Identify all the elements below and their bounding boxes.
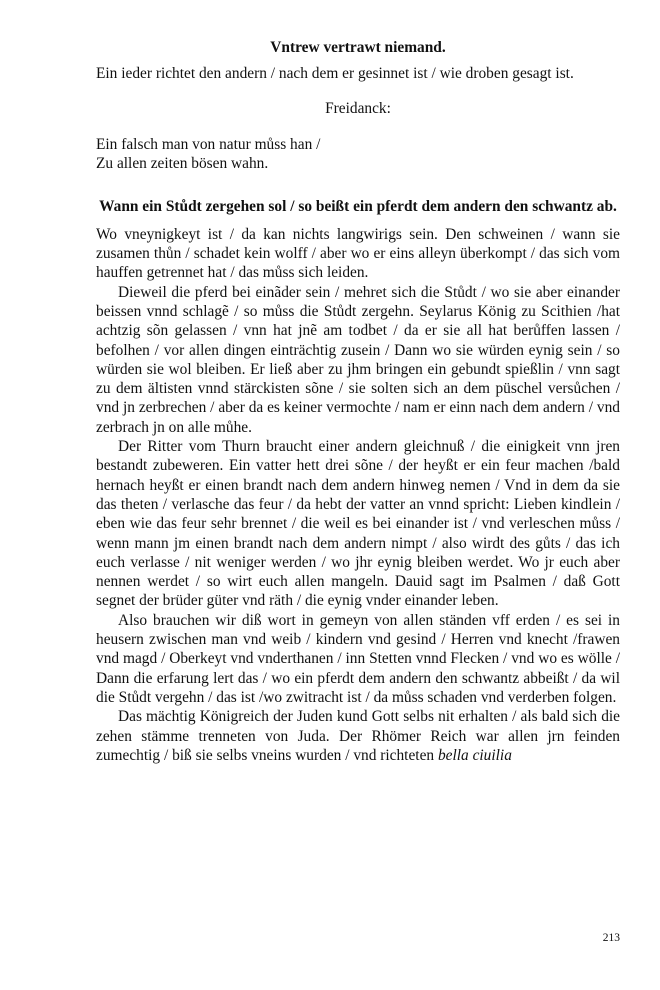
paragraph-1: Wo vneynigkeyt ist / da kan nichts langwirigs sein. Den schweinen / wann sie zusamen thůn / schadet kein wolff / aber wo er eins alleyn überkompt / das sich vom hauffen getrennet hat / das můss sich leiden. — [96, 225, 620, 282]
paragraph-5-italic: bella ciuilia — [437, 746, 512, 764]
page-number: 213 — [602, 932, 620, 944]
verse-block — [96, 135, 620, 174]
section-heading-untrew: Vntrew vertrawt niemand. — [270, 39, 446, 56]
paragraph-5-text: Das mächtig Königreich der Juden kund Gott selbs nit erhalten / als bald sich die zehen stämme trenneten von Juda. Der Rhömer Reich war allen jrn feinden zumechtig / biß sie selbs vneins wurden / vnd richteten — [96, 708, 620, 764]
text-block — [96, 38, 620, 765]
verse-line-1: Ein falsch man von natur můss han / — [96, 135, 321, 153]
attribution-freidanck: Freidanck: — [325, 99, 391, 117]
paragraph-3: Der Ritter vom Thurn braucht einer andern gleichnuß / die einigkeit vnn jren bestandt zubeweren. Ein vatter hett drei sõne / der heyßt er ein feur machen /bald hernach heyßt er einen brandt nach dem andern hinweg nemen / Vnd in dem da sie das theten / verlasche das feur / da hebt der vatter an vnnd spricht: Lieben kindlein / eben wie das feur sehr brennet / die weil es bei einander ist / vnd verleschen můss / wenn mann jm einen brandt nach dem andern nimpt / also wirdt des gůts / das ich euch verlasse / nit weniger werden / wo jhr eynig bleiben werdet. Wo jr euch aber nennen werdet / so wirt euch allen mangeln. Dauid sagt im Psalmen / daß Gott segnet der brüder güter vnd räth / die eynig vnder einander leben. — [96, 438, 620, 610]
paragraph-intro: Ein ieder richtet den andern / nach dem er gesinnet ist / wie droben gesagt ist. — [96, 65, 574, 83]
verse-line-2: Zu allen zeiten bösen wahn. — [96, 155, 269, 173]
section-heading-stuodt: Wann ein Stůdt zergehen sol / so beißt ein pferdt dem andern den schwantz ab. — [99, 198, 617, 216]
paragraph-4: Also brauchen wir diß wort in gemeyn von allen ständen vff erden / es sei in heusern zwischen man vnd weib / kindern vnd gesind / Herren vnd knecht /frawen vnd magd / Oberkeyt vnd vnderthanen / inn Stetten vnnd Flecken / vnd wo es wölle / Dann die erfarung lert das / wo ein pferdt dem andern den schwantz abbeißt / da wil die Stůdt vergehn / das ist /wo zwitracht ist / da můss schaden vnd verderben folgen. — [96, 611, 620, 706]
paragraph-5 — [96, 707, 620, 765]
paragraph-2: Dieweil die pferd bei einãder sein / mehret sich die Stůdt / wo sie aber einander beissen vnnd schlagẽ / so můss die Stůdt zergehn. Seylarus König zu Scithien /hat achtzig sõn gelassen / vnn hat jnẽ am todbet / da er sie all hat berůffen lassen / befolhen / vor allen dingen einträchtig zusein / Dann wo sie würden eynig sein / so würden sie wol bleiben. Er ließ aber zu jhm bringen ein gebundt spießlin / vnn sagt zu dem ältisten vnnd stärckisten sõne / sie solten sich an dem püschel versůchen / vnd jn zerbrechen / aber da es keiner vermochte / nam er einn nach dem andern / vnd zerbrach jn on alle můhe. — [96, 283, 620, 436]
